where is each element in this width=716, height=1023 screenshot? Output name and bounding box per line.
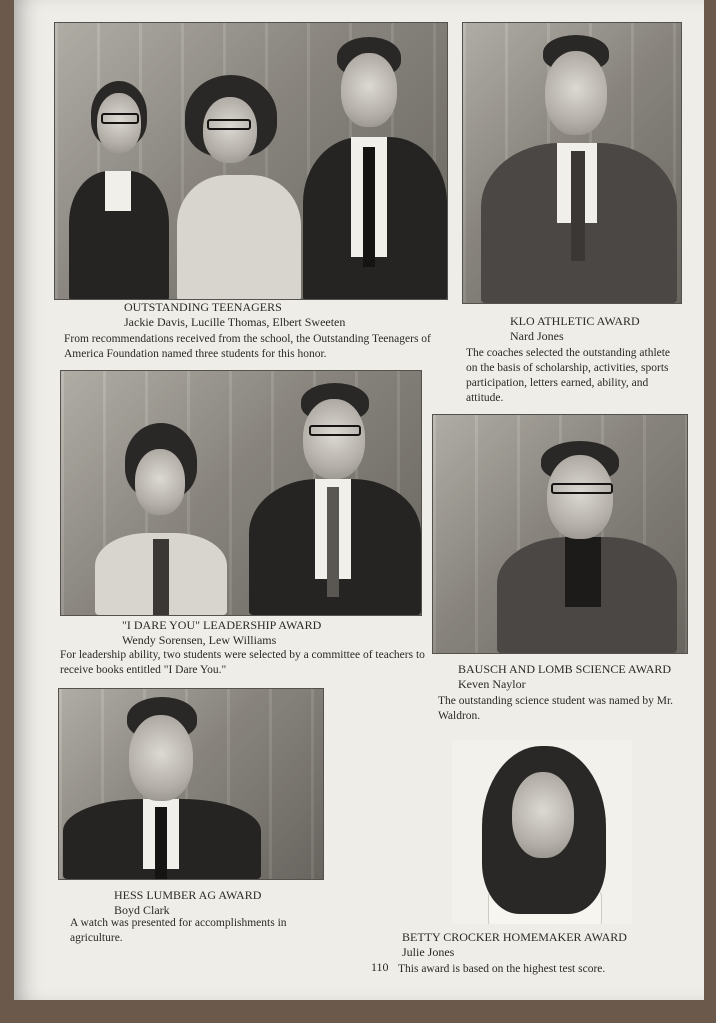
student-figure [91,423,231,615]
award-names: Julie Jones [402,945,455,959]
award-names: Boyd Clark [114,903,170,917]
student-figure [249,383,421,615]
photo-hess-lumber [58,688,324,880]
photo-betty-crocker [452,740,632,924]
description-hess-lumber: A watch was presented for accomplishments in agriculture. [70,917,287,944]
award-title: OUTSTANDING TEENAGERS [124,300,282,314]
caption-bausch-lomb [458,662,694,692]
caption-outstanding-teenagers [124,300,444,330]
description-outstanding-teenagers: From recommendations received from the school, the Outstanding Teenagers of America Foundation named three students for this honor. [64,333,431,360]
award-names: Nard Jones [510,329,564,343]
student-figure [497,441,677,653]
caption-hess-lumber [114,888,334,918]
description-bausch-lomb: The outstanding science student was named by Mr. Waldron. [438,695,674,722]
caption-betty-crocker [402,930,692,960]
description-klo-athletic: The coaches selected the outstanding athlete on the basis of scholarship, activities, sports participation, letters earned, ability, and attitude. [466,347,671,404]
award-title: KLO ATHLETIC AWARD [510,314,640,328]
award-title: "I DARE YOU" LEADERSHIP AWARD [122,618,322,632]
yearbook-page [14,0,704,1000]
student-figure [481,35,681,303]
photo-i-dare-you [60,370,422,616]
award-title: BETTY CROCKER HOMEMAKER AWARD [402,930,627,944]
student-figure [299,37,447,300]
photo-klo-athletic [462,22,682,304]
student-figure [63,697,263,879]
award-names: Keven Naylor [458,677,526,691]
caption-i-dare-you [122,618,422,648]
description-betty-crocker: This award is based on the highest test score. [398,963,606,975]
photo-outstanding-teenagers [54,22,448,300]
award-names: Wendy Sorensen, Lew Williams [122,633,277,647]
award-title: BAUSCH AND LOMB SCIENCE AWARD [458,662,672,676]
description-i-dare-you: For leadership ability, two students were selected by a committee of teachers to receive books entitled "I Dare You." [60,649,425,676]
student-figure [63,81,173,300]
caption-klo-athletic [510,314,700,344]
photo-bausch-lomb [432,414,688,654]
award-names: Jackie Davis, Lucille Thomas, Elbert Sweeten [124,315,346,329]
award-title: HESS LUMBER AG AWARD [114,888,262,902]
page-number: 110 [371,960,389,974]
student-figure [173,75,303,300]
student-figure [474,746,614,924]
